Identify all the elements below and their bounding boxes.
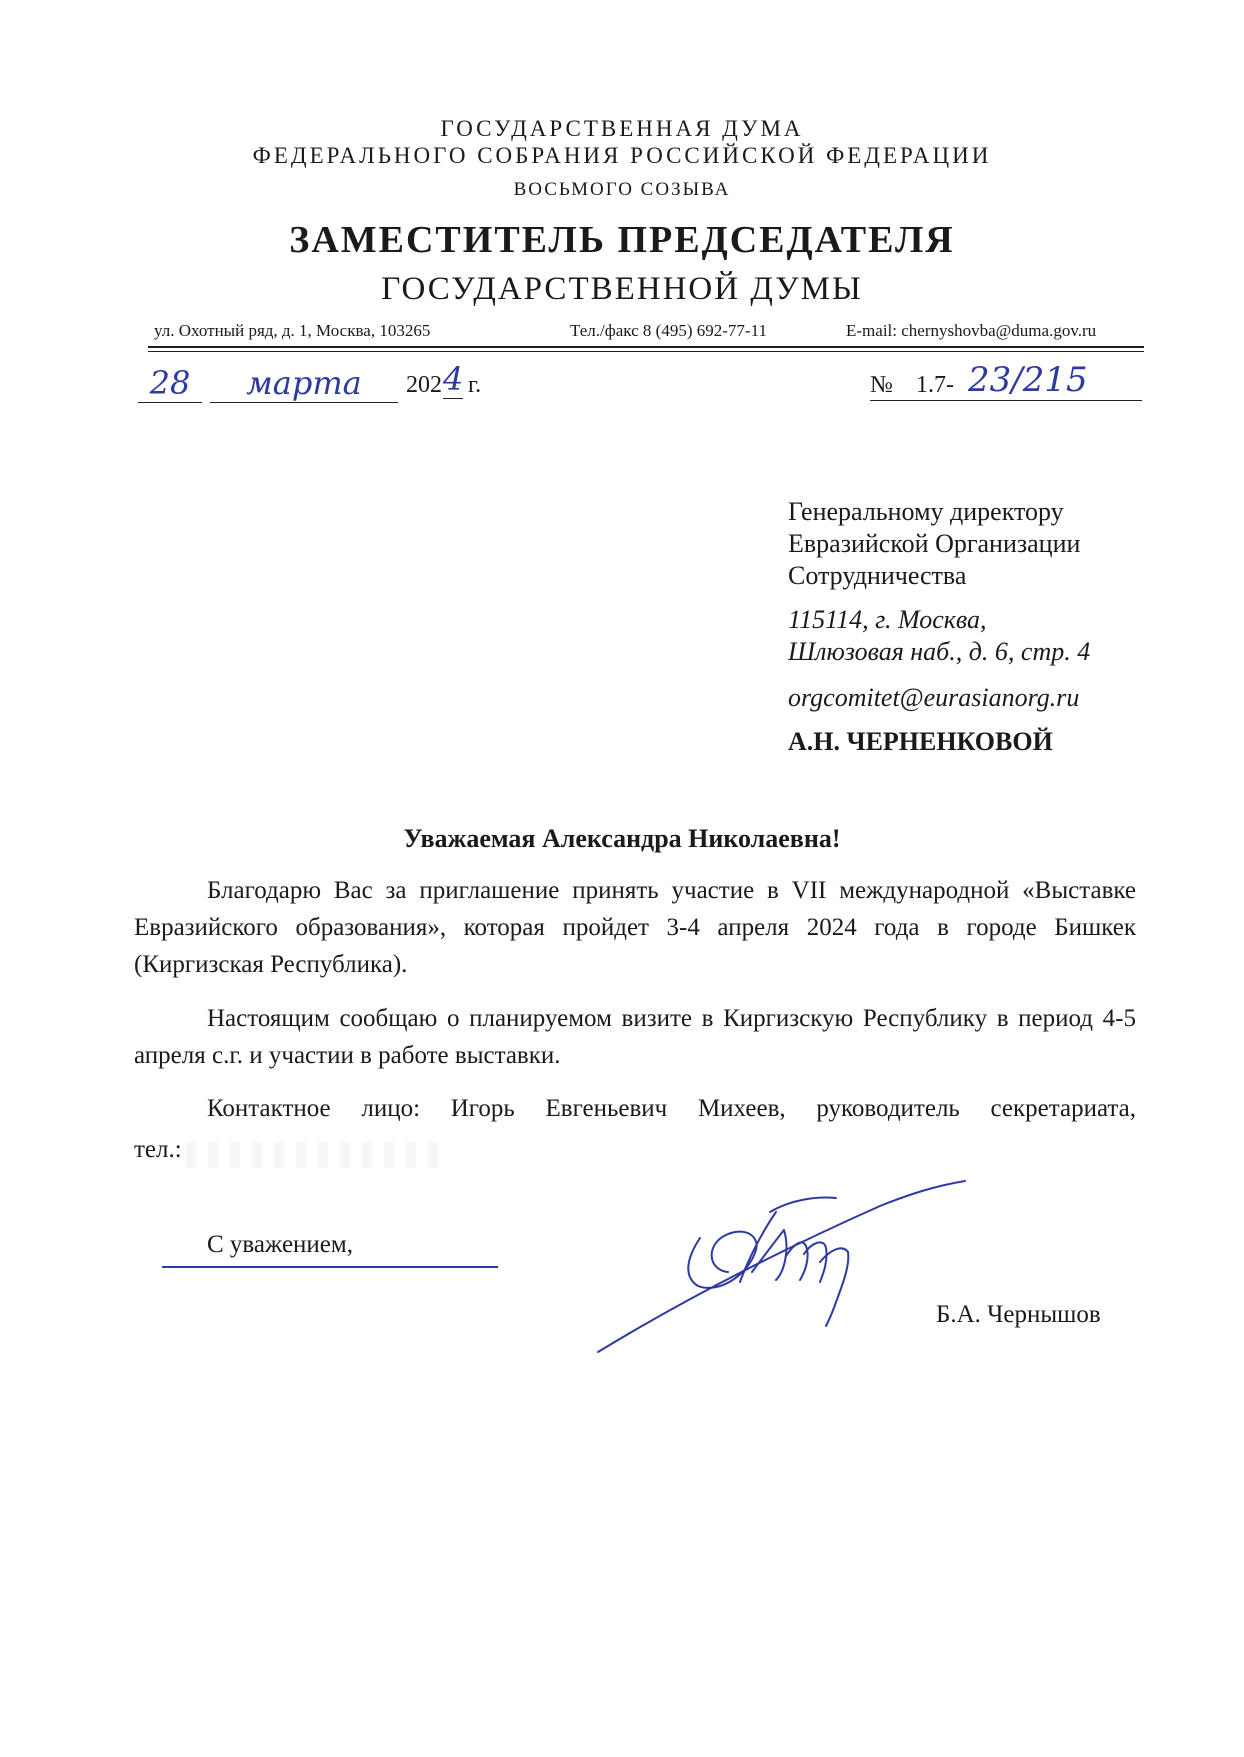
closing: С уважением, (207, 1231, 353, 1258)
letterhead-address: ул. Охотный ряд, д. 1, Москва, 103265 (154, 321, 431, 340)
signature-top-stroke (770, 1198, 836, 1212)
redacted-phone (186, 1142, 446, 1168)
closing-ink-stroke (162, 1266, 498, 1268)
signer-name: Б.А. Чернышов (936, 1301, 1101, 1328)
date-month: марта (210, 364, 398, 403)
paragraph-visit: Настоящим сообщаю о планируемом визите в Киргизскую Республику в период 4-5 апреля с.г. и участии в работе выставки. (134, 1005, 1136, 1069)
org-name-line1: ГОСУДАРСТВЕННАЯ ДУМА (440, 116, 804, 141)
addressee-line1: Генеральному директору (788, 497, 1064, 526)
reference-number (870, 360, 1142, 402)
convocation: ВОСЬМОГО СОЗЫВА (513, 179, 731, 200)
salutation: Уважаемая Александра Николаевна! (403, 824, 841, 853)
letterhead-email: E-mail: chernyshovba@duma.gov.ru (846, 321, 1097, 340)
date-year-suffix: г. (468, 372, 482, 398)
signature-loop-stroke (688, 1232, 756, 1288)
addressee-line3: Сотрудничества (788, 561, 967, 590)
letterhead-rule-thin (148, 351, 1144, 352)
position-subtitle: ГОСУДАРСТВЕННОЙ ДУМЫ (381, 271, 863, 307)
addressee-address-line2: Шлюзовая наб., д. 6, стр. 4 (788, 637, 1091, 666)
position-title: ЗАМЕСТИТЕЛЬ ПРЕДСЕДАТЕЛЯ (289, 219, 955, 261)
reference-handwritten: 23/215 (968, 360, 1088, 400)
paragraph-contact: Контактное лицо: Игорь Евгеньевич Михеев, руководитель секретариата, (207, 1095, 1136, 1122)
paragraph-invitation: Благодарю Вас за приглашение принять участие в VII международной «Выставке Евразийского образования», которая пройдет 3-4 апреля 2024 года в городе Бишкек (Киргизская Республика). (134, 877, 1136, 978)
addressee-line2: Евразийской Организации (788, 529, 1081, 558)
addressee-name: А.Н. ЧЕРНЕНКОВОЙ (788, 727, 1053, 756)
addressee-address-line1: 115114, г. Москва, (788, 605, 987, 634)
contact-phone-label: тел.: (134, 1136, 182, 1163)
signature-tail-stroke (820, 1248, 848, 1326)
date-year-prefix: 202 (406, 372, 442, 398)
date-year-digit: 4 (443, 360, 464, 398)
date-day: 28 (138, 364, 202, 403)
letterhead-rule (148, 346, 1144, 348)
reference-sign: № (870, 372, 893, 398)
reference-prefix: 1.7- (916, 372, 954, 398)
signature-letter-stroke (740, 1212, 786, 1282)
addressee-email: orgcomitet@eurasianorg.ru (788, 683, 1080, 712)
reference-underline (870, 400, 1142, 401)
date-line (138, 360, 494, 402)
org-name-line2: ФЕДЕРАЛЬНОГО СОБРАНИЯ РОССИЙСКОЙ ФЕДЕРАЦИИ (252, 143, 992, 168)
letterhead-phone: Тел./факс 8 (495) 692-77-11 (570, 321, 767, 340)
